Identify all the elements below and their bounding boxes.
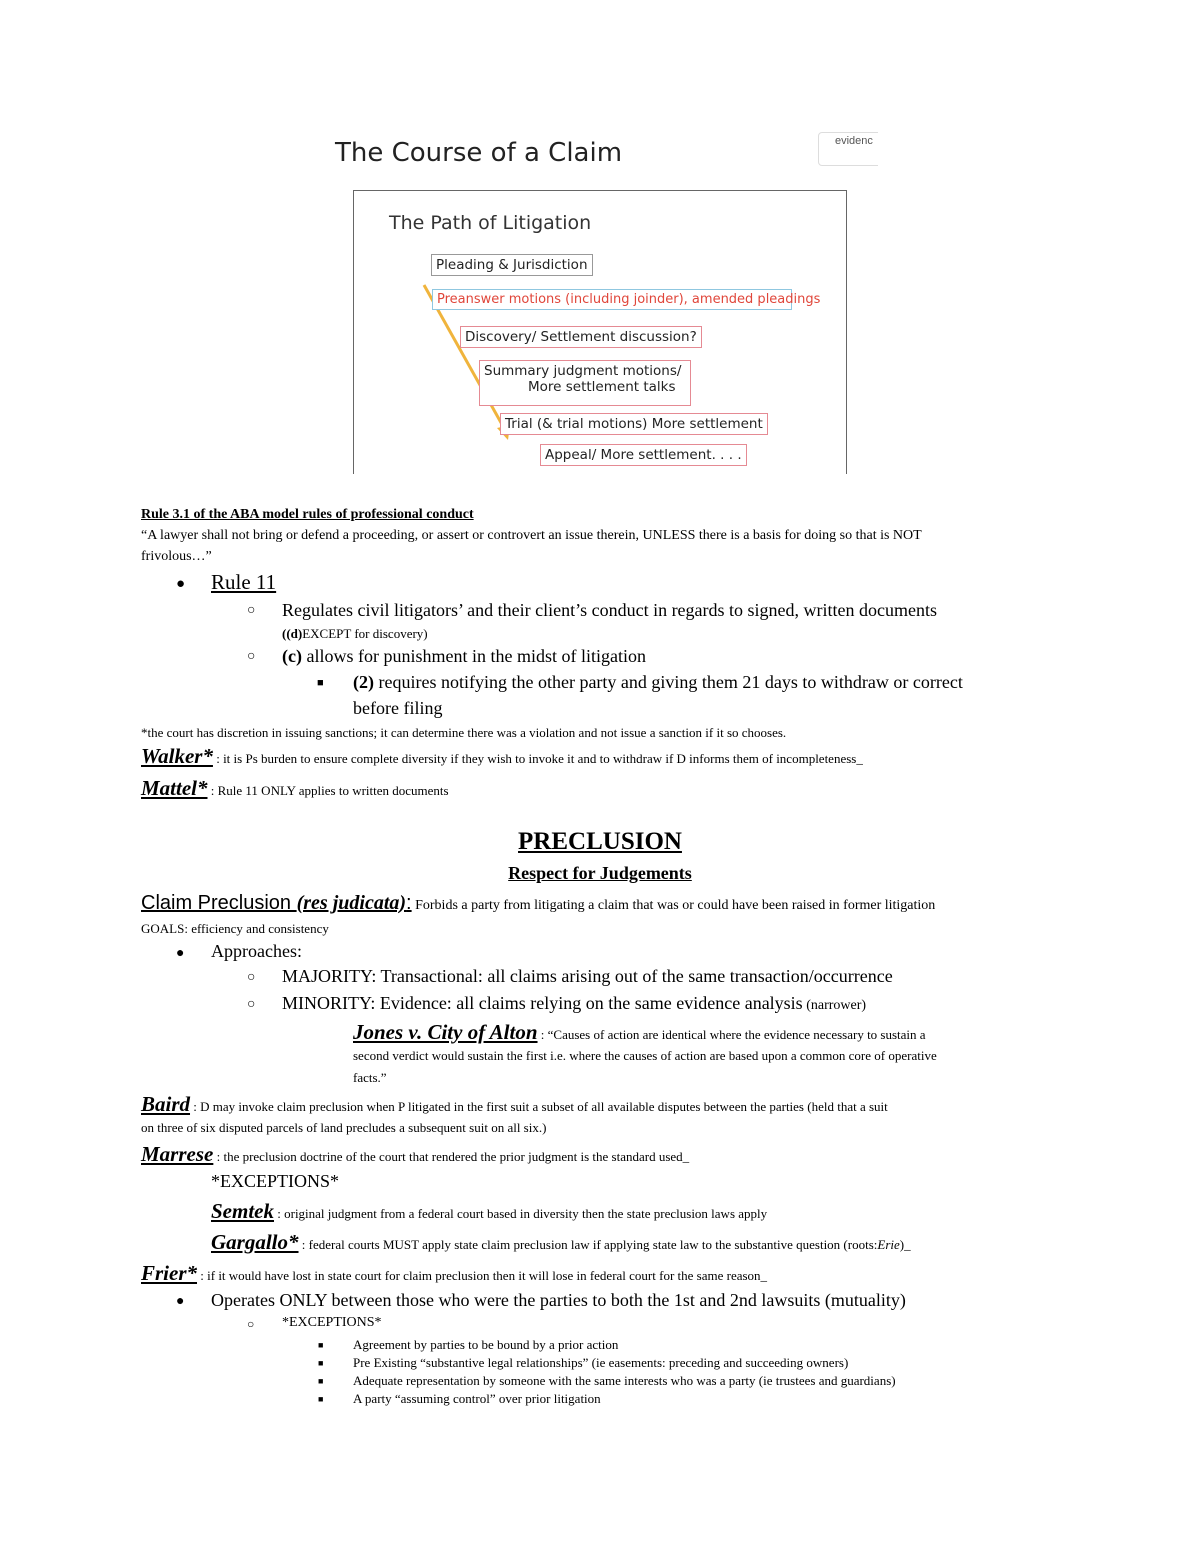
rule11-sub1-note-text: EXCEPT for discovery)	[302, 626, 428, 641]
case-jones-text: : “Causes of action are identical where the evidence necessary to sustain a	[537, 1027, 926, 1042]
mut-exception-item: Pre Existing “substantive legal relationships” (ie easements: preceding and succeeding owners)	[353, 1355, 849, 1370]
case-baird-name: Baird	[141, 1092, 191, 1116]
claim-goals: GOALS: efficiency and consistency	[141, 921, 329, 936]
slide-image	[326, 128, 878, 474]
bullet-square: ■	[317, 677, 324, 689]
bullet-disc: ●	[176, 946, 185, 961]
exceptions-label: *EXCEPTIONS*	[211, 1171, 340, 1191]
step-summary-judgment	[479, 360, 691, 406]
case-frier-name: Frier*	[141, 1261, 198, 1285]
step-discovery: Discovery/ Settlement discussion?	[460, 326, 702, 348]
rule11-sub1-note	[282, 626, 428, 642]
rule31-quote-line1: “A lawyer shall not bring or defend a proceeding, or assert or controvert an issue therein, UNLESS there is a basis for doing so that is NOT	[141, 528, 922, 543]
case-gargallo-text: : federal courts MUST apply state claim preclusion law if applying state law to the substantive question (roots:	[298, 1237, 878, 1252]
case-mattel-name: Mattel*	[141, 776, 208, 800]
bullet-square: ■	[318, 1394, 324, 1404]
step-appeal: Appeal/ More settlement. . . .	[540, 444, 747, 466]
claim-preclusion-res-judicata: (res judicata)	[296, 892, 407, 914]
slide-panel-title: The Path of Litigation	[389, 212, 592, 234]
approaches-label: Approaches:	[211, 941, 302, 961]
mutuality-text: Operates ONLY between those who were the parties to both the 1st and 2nd lawsuits (mutuality)	[211, 1290, 906, 1310]
case-semtek-text: : original judgment from a federal court based in diversity then the state preclusion laws apply	[274, 1206, 768, 1221]
rule31-heading: Rule 3.1 of the ABA model rules of professional conduct	[141, 507, 474, 522]
case-walker-text: : it is Ps burden to ensure complete diversity if they wish to invoke it and to withdraw if D informs them of incompleteness_	[212, 751, 863, 766]
rule11-sub3-bold: (2)	[353, 672, 374, 692]
rule11-sub3-line1	[353, 672, 963, 693]
step-summary-line2: More settlement talks	[528, 379, 676, 395]
rule11-title: Rule 11	[211, 570, 277, 594]
rule11-sub1-note-bold: ((d)	[282, 626, 303, 641]
step-trial: Trial (& trial motions) More settlement	[500, 413, 768, 435]
case-mattel	[141, 776, 449, 801]
mut-exception-item: Agreement by parties to be bound by a prior action	[353, 1337, 619, 1352]
case-marrese	[141, 1142, 689, 1167]
claim-preclusion-label	[141, 892, 412, 914]
case-mattel-text: : Rule 11 ONLY applies to written documents	[207, 783, 449, 798]
case-jones-name: Jones v. City of Alton	[353, 1020, 538, 1044]
rule11-sub2-text: allows for punishment in the midst of litigation	[301, 646, 646, 666]
rule11-sub3-text: requires notifying the other party and giving them 21 days to withdraw or correct	[374, 672, 963, 692]
case-marrese-name: Marrese	[141, 1142, 214, 1166]
rule11-sub3-line2: before filing	[353, 698, 443, 718]
bullet-square: ■	[318, 1358, 324, 1368]
bullet-disc: ●	[176, 576, 186, 592]
rule31-quote-line2: frivolous…”	[141, 549, 212, 564]
bullet-circle: ○	[247, 1317, 255, 1331]
step-preanswer: Preanswer motions (including joinder), amended pleadings	[432, 289, 792, 310]
bullet-circle: ○	[247, 649, 256, 664]
case-baird-text: : D may invoke claim preclusion when P litigated in the first suit a subset of all available disputes between the parties (held that a suit	[190, 1099, 888, 1114]
bullet-circle: ○	[247, 997, 256, 1012]
claim-preclusion-label-text: Claim Preclusion	[141, 892, 297, 914]
step-pleading: Pleading & Jurisdiction	[431, 254, 593, 276]
rule11-sub2	[282, 646, 646, 667]
approach-minority-note: (narrower)	[802, 998, 867, 1013]
rule11-sub2-bold: (c)	[282, 646, 302, 666]
bullet-circle: ○	[247, 970, 256, 985]
claim-preclusion-text: Forbids a party from litigating a claim that was or could have been raised in former litigation	[411, 898, 936, 913]
preclusion-subheading: Respect for Judgements	[508, 863, 692, 883]
mut-exception-item: A party “assuming control” over prior litigation	[353, 1391, 601, 1406]
slide-title: The Course of a Claim	[335, 138, 623, 168]
claim-preclusion-line	[141, 892, 935, 915]
bullet-square: ■	[318, 1376, 324, 1386]
case-semtek-name: Semtek	[211, 1199, 274, 1223]
case-walker	[141, 744, 863, 769]
mut-exception-item: Adequate representation by someone with the same interests who was a party (ie trustees and guardians)	[353, 1373, 896, 1388]
case-gargallo	[211, 1230, 911, 1255]
case-gargallo-name: Gargallo*	[211, 1230, 299, 1254]
case-frier-text: : if it would have lost in state court for claim preclusion then it will lose in federal court for the same reason_	[197, 1268, 768, 1283]
preclusion-heading: PRECLUSION	[518, 828, 682, 855]
case-baird-line2: on three of six disputed parcels of land precludes a subsequent suit on all six.)	[141, 1120, 547, 1135]
case-jones-line3: facts.”	[353, 1070, 387, 1085]
case-gargallo-erie: Erie	[877, 1237, 900, 1252]
slide-corner-fragment: evidenc	[818, 132, 878, 166]
step-summary-line1: Summary judgment motions/	[484, 363, 682, 379]
bullet-disc: ●	[176, 1294, 185, 1309]
case-marrese-text: : the preclusion doctrine of the court that rendered the prior judgment is the standard used_	[213, 1149, 690, 1164]
case-walker-name: Walker*	[141, 744, 213, 768]
approach-minority	[282, 993, 866, 1014]
case-baird	[141, 1092, 888, 1117]
rule11-sub1: Regulates civil litigators’ and their client’s conduct in regards to signed, written documents	[282, 600, 938, 620]
case-gargallo-end: )_	[899, 1237, 911, 1252]
claim-preclusion-colon: :	[406, 892, 412, 914]
approach-majority: MAJORITY: Transactional: all claims arising out of the same transaction/occurrence	[282, 966, 893, 986]
bullet-square: ■	[318, 1340, 324, 1350]
case-jones	[353, 1020, 926, 1045]
bullet-circle: ○	[247, 603, 256, 618]
case-frier	[141, 1261, 767, 1286]
case-jones-line2: second verdict would sustain the first i.e. where the causes of action are based upon a common core of operative	[353, 1048, 937, 1063]
rule11-discretion: *the court has discretion in issuing sanctions; it can determine there was a violation and not issue a sanction if it so chooses.	[141, 725, 787, 740]
mutuality-exceptions: *EXCEPTIONS*	[282, 1315, 382, 1330]
case-semtek	[211, 1199, 767, 1224]
approach-minority-text: MINORITY: Evidence: all claims relying on the same evidence analysis	[282, 993, 803, 1013]
